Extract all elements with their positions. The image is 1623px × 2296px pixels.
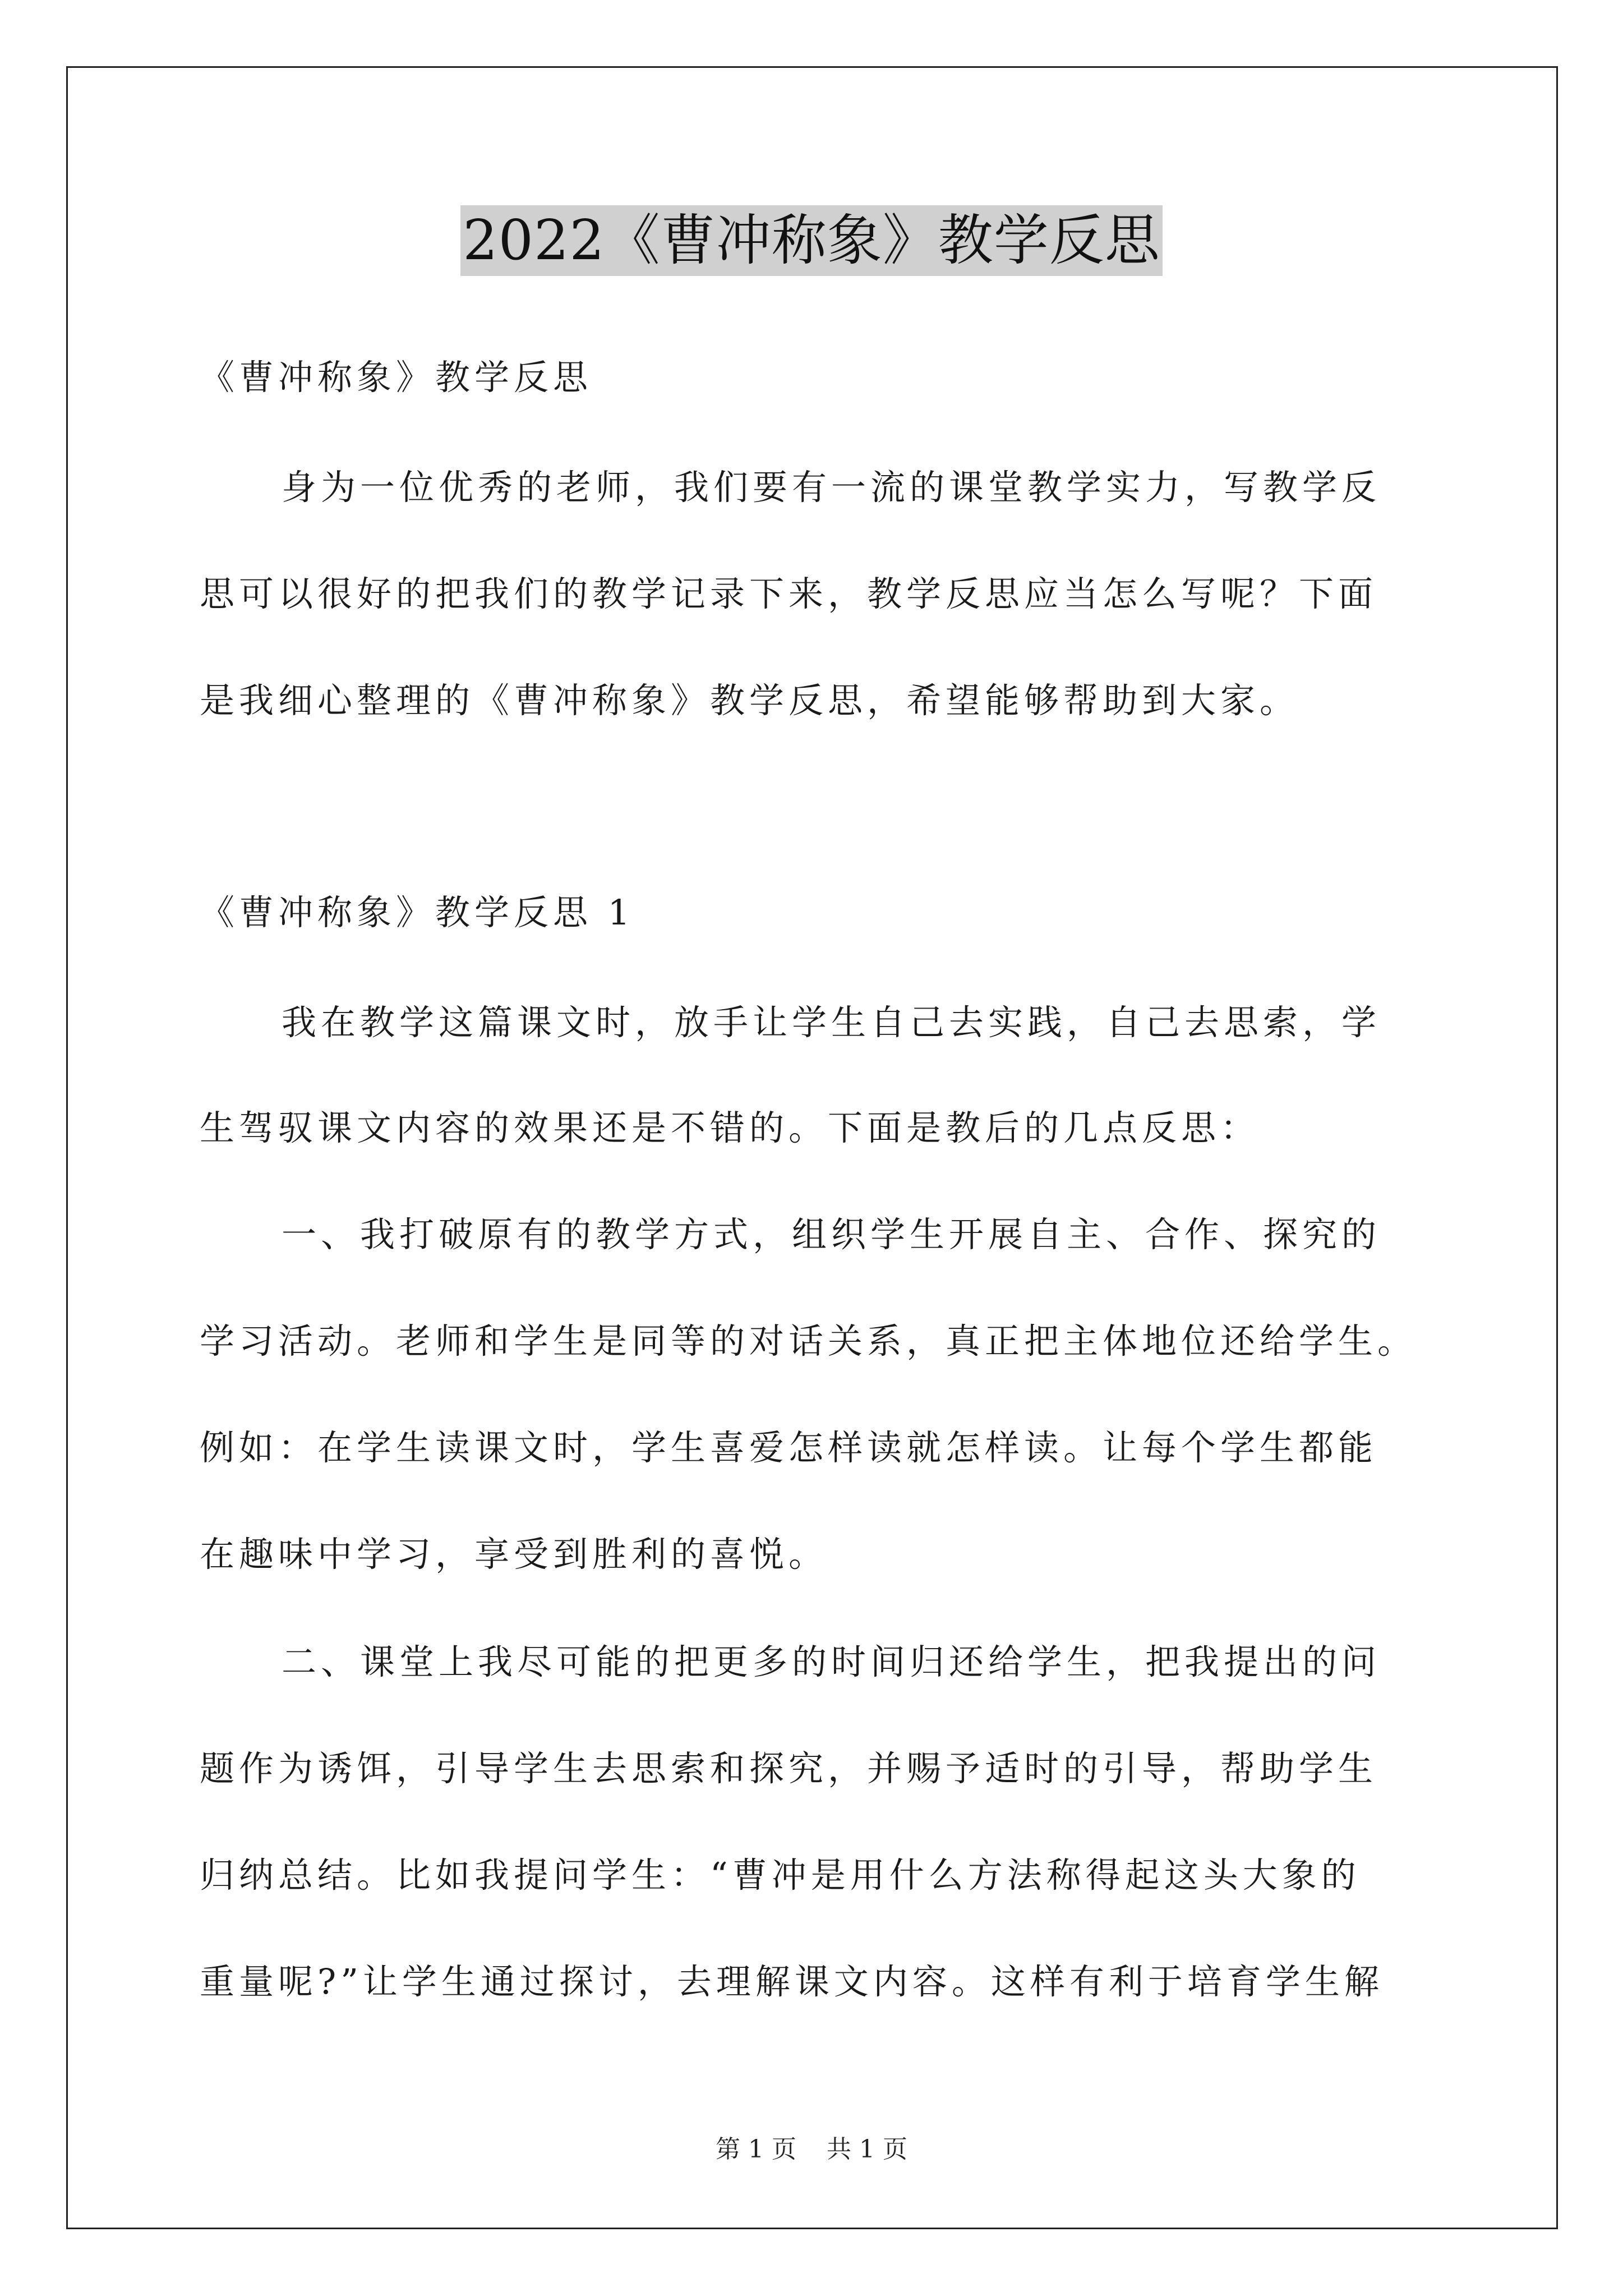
paragraph-line: 题作为诱饵，引导学生去思索和探究，并赐予适时的引导，帮助学生	[200, 1748, 1378, 1789]
paragraph-line: 归纳总结。比如我提问学生：“曹冲是用什么方法称得起这头大象的	[200, 1855, 1361, 1895]
section-heading: 《曹冲称象》教学反思	[200, 357, 593, 398]
title-container	[0, 205, 1623, 276]
page-total: 共 1 页	[827, 2135, 907, 2164]
document-title: 2022《曹冲称象》教学反思	[460, 205, 1162, 276]
paragraph-line: 身为一位优秀的老师，我们要有一流的课堂教学实力，写教学反	[282, 467, 1381, 508]
paragraph-line: 二、课堂上我尽可能的把更多的时间归还给学生，把我提出的问	[282, 1641, 1381, 1682]
paragraph-line: 一、我打破原有的教学方式，组织学生开展自主、合作、探究的	[282, 1214, 1381, 1255]
paragraph-line: 生驾驭课文内容的效果还是不错的。下面是教后的几点反思：	[200, 1107, 1260, 1148]
paragraph-line: 是我细心整理的《曹冲称象》教学反思，希望能够帮助到大家。	[200, 680, 1299, 721]
paragraph-line: 在趣味中学习，享受到胜利的喜悦。	[200, 1534, 828, 1575]
paragraph-line: 学习活动。老师和学生是同等的对话关系，真正把主体地位还给学生。	[200, 1320, 1417, 1361]
paragraph-line: 思可以很好的把我们的教学记录下来，教学反思应当怎么写呢？下面	[200, 573, 1378, 614]
section-heading: 《曹冲称象》教学反思 1	[200, 892, 635, 933]
paragraph-line: 我在教学这篇课文时，放手让学生自己去实践，自己去思索，学	[282, 1002, 1381, 1043]
paragraph-line: 重量呢?”让学生通过探讨，去理解课文内容。这样有利于培育学生解	[200, 1961, 1384, 2002]
paragraph-line: 例如：在学生读课文时，学生喜爱怎样读就怎样读。让每个学生都能	[200, 1427, 1378, 1468]
page-number: 第 1 页	[716, 2135, 796, 2164]
page-footer	[0, 2133, 1623, 2166]
